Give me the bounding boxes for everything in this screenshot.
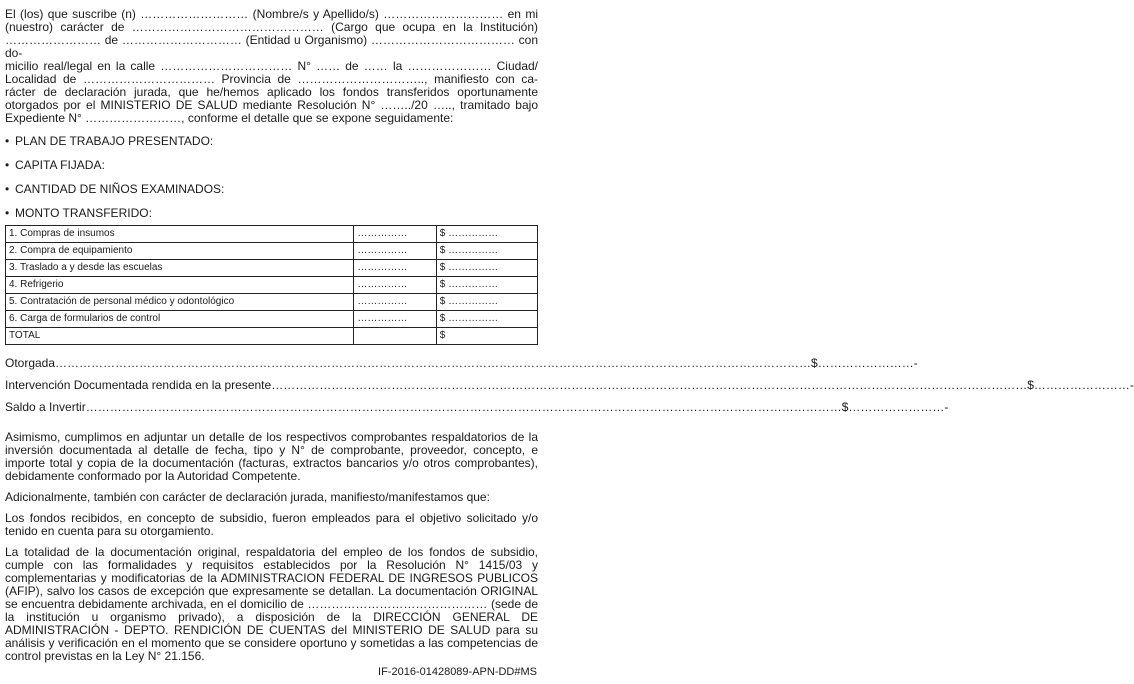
intro-line: Localidad de …………………………… Provincia de ………………………….., manifiesto con ca- bbox=[5, 72, 538, 86]
table-cell-qty: …………… bbox=[354, 260, 436, 277]
table-row bbox=[6, 260, 538, 277]
table-cell-item: 2. Compra de equipamiento bbox=[6, 243, 354, 260]
bullet-dot: • bbox=[5, 158, 10, 172]
summary-amount: $……………………- bbox=[841, 400, 949, 414]
table-cell-amount: $ bbox=[436, 328, 537, 345]
table-cell-qty: …………… bbox=[354, 226, 436, 243]
summary-intervencion bbox=[5, 378, 1134, 392]
paragraph-adicionalmente: Adicionalmente, también con carácter de declaración jurada, manifiesto/manifestamos que: bbox=[5, 490, 490, 504]
table-cell-item: 3. Traslado a y desde las escuelas bbox=[6, 260, 354, 277]
bullet-item bbox=[5, 183, 538, 196]
bullet-text: PLAN DE TRABAJO PRESENTADO: bbox=[15, 134, 214, 148]
expense-table bbox=[5, 225, 538, 345]
table-cell-item: 6. Carga de formularios de control bbox=[6, 311, 354, 328]
summary-amount: $……………………- bbox=[811, 356, 918, 370]
table-cell-amount: $ …………… bbox=[436, 294, 537, 311]
table-row bbox=[6, 294, 538, 311]
bullet-text: CAPITA FIJADA: bbox=[15, 158, 105, 172]
table-row bbox=[6, 226, 538, 243]
bullet-list bbox=[5, 135, 538, 220]
bullet-dot: • bbox=[5, 134, 10, 148]
bullet-text: MONTO TRANSFERIDO: bbox=[15, 206, 152, 220]
table-cell-qty bbox=[354, 328, 436, 345]
bullet-dot: • bbox=[5, 182, 10, 196]
table-row-total bbox=[6, 328, 538, 345]
summary-leader: ……………………………………………………………………………………………………………………………………………………………………… bbox=[55, 356, 812, 370]
summary-leader: ……………………………………………………………………………………………………………………………………………………………………… bbox=[85, 400, 842, 414]
bullet-text: CANTIDAD DE NIÑOS EXAMINADOS: bbox=[15, 182, 225, 196]
document-id-footer: IF-2016-01428089-APN-DD#MS bbox=[378, 666, 537, 678]
paragraph-fondos: Los fondos recibidos, en concepto de subsidio, fueron empleados para el objetivo solicitado y/o tenido en cuenta para su otorgamiento. bbox=[5, 511, 538, 538]
table-cell-qty: …………… bbox=[354, 311, 436, 328]
bullet-item bbox=[5, 207, 538, 220]
paragraph-comprobantes: Asimismo, cumplimos en adjuntar un detalle de los respectivos comprobantes respaldatorios de la inversión documentada al detalle de fecha, tipo y N° de comprobante, proveedor, concepto, e importe total y copia de la documentación (facturas, extractos bancarios y/o otros comprobantes), debidamente conformado por la Autoridad Competente. bbox=[5, 430, 538, 483]
table-row bbox=[6, 311, 538, 328]
intro-line: micilio real/legal en la calle …………………………… N° …… de …… la ………………… Ciudad/ bbox=[5, 59, 538, 73]
summary-label: Intervención Documentada rendida en la presente bbox=[5, 378, 272, 392]
bullet-dot: • bbox=[5, 206, 10, 220]
table-cell-amount: $ …………… bbox=[436, 311, 537, 328]
summary-amount: $……………………- bbox=[1027, 378, 1134, 392]
table-row bbox=[6, 243, 538, 260]
summary-label: Otorgada bbox=[5, 356, 56, 370]
table-cell-amount: $ …………… bbox=[436, 260, 537, 277]
summary-leader: ……………………………………………………………………………………………………………………………………………………………………… bbox=[271, 378, 1028, 392]
intro-line: (nuestro) carácter de ………………………………………… (Cargo que ocupa en la Institución) bbox=[5, 20, 538, 34]
table-row bbox=[6, 277, 538, 294]
table-cell-qty: …………… bbox=[354, 294, 436, 311]
intro-declaration bbox=[5, 8, 538, 125]
table-cell-item: 5. Contratación de personal médico y odontológico bbox=[6, 294, 354, 311]
summary-label: Saldo a Invertir bbox=[5, 400, 86, 414]
table-cell-amount: $ …………… bbox=[436, 277, 537, 294]
intro-line: Expediente N° ……………………, conforme el detalle que se expone seguidamente: bbox=[5, 111, 454, 125]
table-cell-item: TOTAL bbox=[6, 328, 354, 345]
intro-line: otorgados por el MINISTERIO DE SALUD mediante Resolución N° ……../20 ….., tramitado bajo bbox=[5, 98, 538, 112]
intro-line: …………………… de ………………………… (Entidad u Organismo) ……………………………… con do- bbox=[5, 33, 538, 60]
intro-line: El (los) que suscribe (n) ……………………… (Nombre/s y Apellido/s) ………………………… en mi bbox=[5, 7, 538, 21]
table-cell-amount: $ …………… bbox=[436, 243, 537, 260]
table-cell-qty: …………… bbox=[354, 243, 436, 260]
summary-otorgada bbox=[5, 356, 918, 370]
paragraph-documentacion: La totalidad de la documentación original, respaldatoria del empleo de los fondos de subsidio, cumple con las formalidades y requisitos establecidos por la Resolución N° 1415/03 y complementarias y modificatorias de la ADMINISTRACION FEDERAL DE INGRESOS PUBLICOS (AFIP), salvo los casos de excepción que expresamente se detallan. La documentación ORIGINAL se encuentra debidamente archivada, en el domicilio de ……………………………………… (sede de la institución u organismo privado), a disposición de la DIRECCIÓN GENERAL DE ADMINISTRACIÓN - DEPTO. RENDICIÓN DE CUENTAS del MINISTERIO DE SALUD para su análisis y verificación en el momento que se considere oportuno y sometidas a las competencias de control previstas en la Ley N° 21.156. bbox=[5, 545, 538, 663]
bullet-item bbox=[5, 159, 538, 172]
intro-line: rácter de declaración jurada, que he/hemos aplicado los fondos transferidos oportunamente bbox=[5, 85, 538, 99]
table-cell-item: 1. Compras de insumos bbox=[6, 226, 354, 243]
table-cell-qty: …………… bbox=[354, 277, 436, 294]
table-cell-item: 4. Refrigerio bbox=[6, 277, 354, 294]
summary-saldo bbox=[5, 400, 949, 414]
table-cell-amount: $ …………… bbox=[436, 226, 537, 243]
bullet-item bbox=[5, 135, 538, 148]
